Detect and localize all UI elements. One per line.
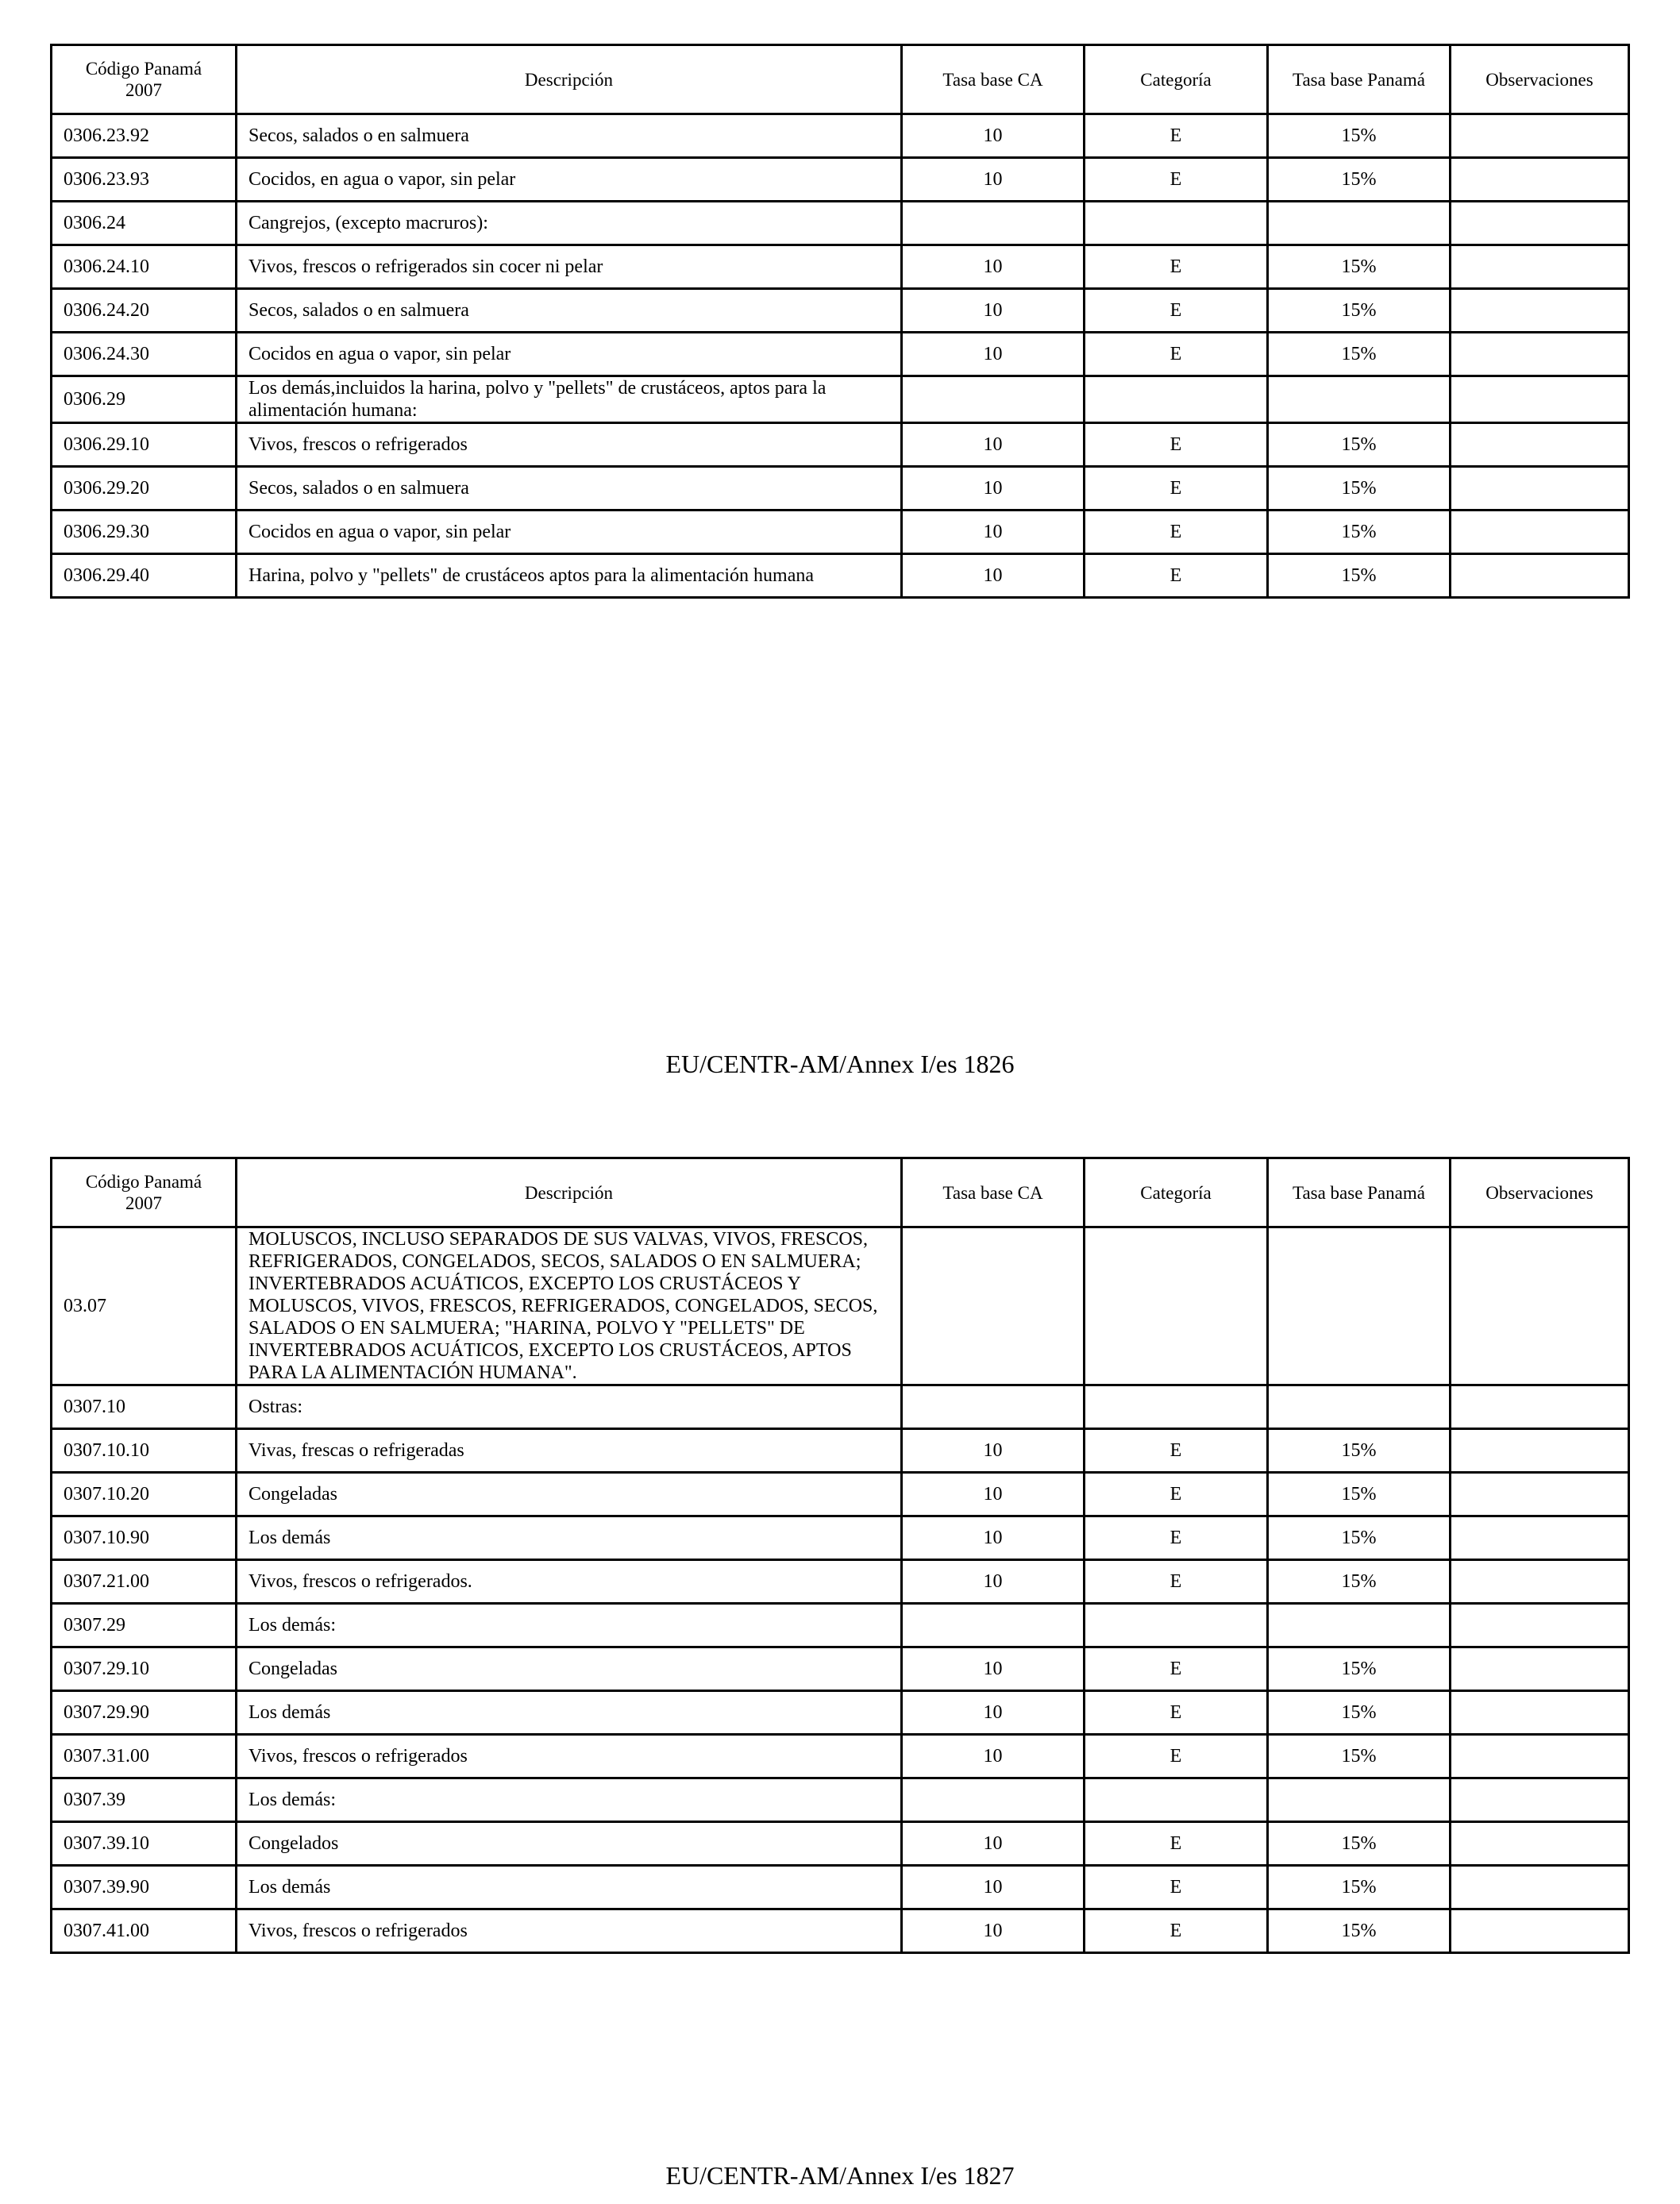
table-row (52, 376, 1629, 423)
cell-tasa-base-panama: 15% (1268, 1691, 1451, 1735)
cell-observaciones (1451, 1909, 1629, 1953)
cell-observaciones (1451, 1560, 1629, 1604)
header-observaciones: Observaciones (1451, 45, 1629, 114)
cell-codigo: 0307.10.90 (52, 1516, 237, 1560)
cell-descripcion: Congeladas (237, 1647, 902, 1691)
header-categoria: Categoría (1085, 45, 1268, 114)
cell-descripcion: Vivos, frescos o refrigerados sin cocer ni pelar (237, 245, 902, 289)
cell-tasa-base-panama: 15% (1268, 467, 1451, 511)
cell-tasa-base-panama: 15% (1268, 245, 1451, 289)
table-row (52, 114, 1629, 158)
table-row (52, 1385, 1629, 1429)
cell-descripcion: Los demás: (237, 1604, 902, 1647)
cell-observaciones (1451, 1385, 1629, 1429)
cell-codigo: 0306.29.10 (52, 423, 237, 467)
cell-categoria: E (1085, 1516, 1268, 1560)
cell-descripcion: Vivos, frescos o refrigerados (237, 1735, 902, 1778)
table-row (52, 1822, 1629, 1866)
header-codigo: Código Panamá 2007 (52, 1158, 237, 1227)
cell-tasa-base-panama (1268, 376, 1451, 423)
cell-categoria: E (1085, 245, 1268, 289)
cell-observaciones (1451, 554, 1629, 598)
cell-observaciones (1451, 158, 1629, 202)
cell-tasa-base-ca: 10 (902, 1516, 1085, 1560)
cell-categoria: E (1085, 423, 1268, 467)
cell-codigo: 0307.41.00 (52, 1909, 237, 1953)
header-observaciones: Observaciones (1451, 1158, 1629, 1227)
cell-descripcion: Cocidos en agua o vapor, sin pelar (237, 511, 902, 554)
cell-descripcion: Los demás (237, 1516, 902, 1560)
cell-tasa-base-ca: 10 (902, 1473, 1085, 1516)
cell-descripcion: Vivos, frescos o refrigerados (237, 423, 902, 467)
table-row (52, 1735, 1629, 1778)
header-categoria: Categoría (1085, 1158, 1268, 1227)
table-row (52, 467, 1629, 511)
cell-tasa-base-ca: 10 (902, 1560, 1085, 1604)
cell-tasa-base-panama (1268, 1604, 1451, 1647)
cell-tasa-base-panama: 15% (1268, 1560, 1451, 1604)
table-row (52, 423, 1629, 467)
cell-tasa-base-ca: 10 (902, 1735, 1085, 1778)
table-body (52, 1227, 1629, 1953)
table-row (52, 1909, 1629, 1953)
cell-codigo: 03.07 (52, 1227, 237, 1385)
table-row (52, 245, 1629, 289)
cell-tasa-base-ca: 10 (902, 1866, 1085, 1909)
cell-codigo: 0306.24.10 (52, 245, 237, 289)
tariff-table-page-1826 (50, 44, 1630, 599)
cell-tasa-base-panama: 15% (1268, 1822, 1451, 1866)
cell-observaciones (1451, 1516, 1629, 1560)
cell-categoria: E (1085, 289, 1268, 333)
cell-categoria (1085, 1778, 1268, 1822)
cell-observaciones (1451, 376, 1629, 423)
cell-tasa-base-panama: 15% (1268, 1516, 1451, 1560)
cell-codigo: 0307.29 (52, 1604, 237, 1647)
table-row (52, 1866, 1629, 1909)
table-row (52, 202, 1629, 245)
table-row (52, 1604, 1629, 1647)
cell-categoria: E (1085, 1909, 1268, 1953)
cell-categoria (1085, 1227, 1268, 1385)
cell-categoria (1085, 1604, 1268, 1647)
cell-tasa-base-panama: 15% (1268, 1909, 1451, 1953)
cell-tasa-base-panama: 15% (1268, 1647, 1451, 1691)
cell-tasa-base-panama: 15% (1268, 423, 1451, 467)
table-row (52, 1227, 1629, 1385)
cell-codigo: 0306.29 (52, 376, 237, 423)
cell-codigo: 0307.39.10 (52, 1822, 237, 1866)
table-header (52, 45, 1629, 114)
cell-codigo: 0306.24 (52, 202, 237, 245)
table-row (52, 1778, 1629, 1822)
cell-categoria: E (1085, 1560, 1268, 1604)
cell-tasa-base-panama: 15% (1268, 114, 1451, 158)
cell-tasa-base-ca: 10 (902, 245, 1085, 289)
cell-categoria: E (1085, 467, 1268, 511)
cell-tasa-base-ca: 10 (902, 1647, 1085, 1691)
cell-categoria: E (1085, 1429, 1268, 1473)
cell-descripcion: Secos, salados o en salmuera (237, 289, 902, 333)
table-row (52, 554, 1629, 598)
cell-tasa-base-panama: 15% (1268, 333, 1451, 376)
table-row (52, 158, 1629, 202)
cell-codigo: 0307.21.00 (52, 1560, 237, 1604)
cell-categoria (1085, 202, 1268, 245)
cell-descripcion: Secos, salados o en salmuera (237, 114, 902, 158)
cell-descripcion: Vivos, frescos o refrigerados. (237, 1560, 902, 1604)
cell-observaciones (1451, 423, 1629, 467)
table-row (52, 1691, 1629, 1735)
cell-categoria: E (1085, 114, 1268, 158)
table-row (52, 1473, 1629, 1516)
cell-tasa-base-ca: 10 (902, 511, 1085, 554)
cell-observaciones (1451, 1735, 1629, 1778)
cell-categoria: E (1085, 1822, 1268, 1866)
cell-descripcion: Los demás (237, 1866, 902, 1909)
cell-codigo: 0306.29.20 (52, 467, 237, 511)
cell-descripcion: Ostras: (237, 1385, 902, 1429)
cell-observaciones (1451, 114, 1629, 158)
cell-observaciones (1451, 1647, 1629, 1691)
cell-observaciones (1451, 333, 1629, 376)
cell-tasa-base-ca: 10 (902, 158, 1085, 202)
header-tasa-base-panama: Tasa base Panamá (1268, 45, 1451, 114)
cell-tasa-base-panama (1268, 1227, 1451, 1385)
page-footer: EU/CENTR-AM/Annex I/es 1826 (665, 1050, 1015, 1078)
cell-tasa-base-panama: 15% (1268, 511, 1451, 554)
cell-descripcion: Vivas, frescas o refrigeradas (237, 1429, 902, 1473)
table-row (52, 289, 1629, 333)
cell-categoria: E (1085, 1691, 1268, 1735)
cell-tasa-base-ca: 10 (902, 1429, 1085, 1473)
cell-categoria (1085, 376, 1268, 423)
cell-codigo: 0306.24.20 (52, 289, 237, 333)
cell-tasa-base-ca: 10 (902, 554, 1085, 598)
table-header-row (52, 1158, 1629, 1227)
cell-codigo: 0306.24.30 (52, 333, 237, 376)
cell-observaciones (1451, 1227, 1629, 1385)
cell-tasa-base-ca: 10 (902, 289, 1085, 333)
cell-codigo: 0307.39 (52, 1778, 237, 1822)
cell-observaciones (1451, 511, 1629, 554)
cell-observaciones (1451, 1778, 1629, 1822)
cell-descripcion: Secos, salados o en salmuera (237, 467, 902, 511)
cell-tasa-base-ca (902, 1604, 1085, 1647)
cell-categoria: E (1085, 1473, 1268, 1516)
cell-codigo: 0307.10 (52, 1385, 237, 1429)
cell-tasa-base-ca (902, 1778, 1085, 1822)
cell-tasa-base-panama: 15% (1268, 1866, 1451, 1909)
cell-codigo: 0306.23.93 (52, 158, 237, 202)
table-row (52, 1560, 1629, 1604)
cell-descripcion: Los demás,incluidos la harina, polvo y "pellets" de crustáceos, aptos para la alimentación humana: (237, 376, 902, 423)
cell-observaciones (1451, 467, 1629, 511)
cell-tasa-base-ca (902, 376, 1085, 423)
cell-descripcion: Cangrejos, (excepto macruros): (237, 202, 902, 245)
table-row (52, 333, 1629, 376)
cell-descripcion: Cocidos, en agua o vapor, sin pelar (237, 158, 902, 202)
cell-tasa-base-ca (902, 1227, 1085, 1385)
table-row (52, 1429, 1629, 1473)
cell-tasa-base-ca (902, 202, 1085, 245)
header-tasa-base-ca: Tasa base CA (902, 1158, 1085, 1227)
header-tasa-base-ca: Tasa base CA (902, 45, 1085, 114)
header-descripcion: Descripción (237, 1158, 902, 1227)
cell-observaciones (1451, 1691, 1629, 1735)
cell-tasa-base-panama: 15% (1268, 158, 1451, 202)
cell-tasa-base-panama: 15% (1268, 554, 1451, 598)
cell-codigo: 0306.29.40 (52, 554, 237, 598)
cell-tasa-base-ca: 10 (902, 1822, 1085, 1866)
cell-codigo: 0307.10.20 (52, 1473, 237, 1516)
cell-codigo: 0306.29.30 (52, 511, 237, 554)
cell-descripcion: Congeladas (237, 1473, 902, 1516)
cell-categoria: E (1085, 333, 1268, 376)
cell-codigo: 0307.29.90 (52, 1691, 237, 1735)
cell-observaciones (1451, 245, 1629, 289)
cell-codigo: 0306.23.92 (52, 114, 237, 158)
cell-categoria: E (1085, 158, 1268, 202)
cell-observaciones (1451, 1429, 1629, 1473)
cell-observaciones (1451, 1604, 1629, 1647)
cell-descripcion: MOLUSCOS, INCLUSO SEPARADOS DE SUS VALVAS, VIVOS, FRESCOS, REFRIGERADOS, CONGELADOS, SECOS, SALADOS O EN SALMUERA; INVERTEBRADOS ACUÁTICOS, EXCEPTO LOS CRUSTÁCEOS Y MOLUSCOS, VIVOS, FRESCOS, REFRIGERADOS, CONGELADOS, SECOS, SALADOS O EN SALMUERA; "HARINA, POLVO Y "PELLETS" DE INVERTEBRADOS ACUÁTICOS, EXCEPTO LOS CRUSTÁCEOS, APTOS PARA LA ALIMENTACIÓN HUMANA". (237, 1227, 902, 1385)
cell-categoria: E (1085, 1735, 1268, 1778)
cell-tasa-base-ca (902, 1385, 1085, 1429)
header-codigo: Código Panamá 2007 (52, 45, 237, 114)
cell-tasa-base-ca: 10 (902, 333, 1085, 376)
cell-tasa-base-panama: 15% (1268, 1473, 1451, 1516)
cell-tasa-base-panama: 15% (1268, 1735, 1451, 1778)
cell-codigo: 0307.29.10 (52, 1647, 237, 1691)
cell-categoria (1085, 1385, 1268, 1429)
cell-tasa-base-panama (1268, 202, 1451, 245)
cell-categoria: E (1085, 1647, 1268, 1691)
table-row (52, 511, 1629, 554)
cell-descripcion: Congelados (237, 1822, 902, 1866)
cell-descripcion: Cocidos en agua o vapor, sin pelar (237, 333, 902, 376)
cell-categoria: E (1085, 511, 1268, 554)
cell-tasa-base-panama (1268, 1385, 1451, 1429)
header-descripcion: Descripción (237, 45, 902, 114)
cell-descripcion: Harina, polvo y "pellets" de crustáceos aptos para la alimentación humana (237, 554, 902, 598)
cell-descripcion: Los demás (237, 1691, 902, 1735)
cell-tasa-base-ca: 10 (902, 1909, 1085, 1953)
table-header-row (52, 45, 1629, 114)
cell-tasa-base-panama: 15% (1268, 1429, 1451, 1473)
table-row (52, 1516, 1629, 1560)
cell-categoria: E (1085, 554, 1268, 598)
cell-observaciones (1451, 202, 1629, 245)
cell-categoria: E (1085, 1866, 1268, 1909)
cell-tasa-base-ca: 10 (902, 423, 1085, 467)
cell-observaciones (1451, 1822, 1629, 1866)
table-body (52, 114, 1629, 598)
page-footer: EU/CENTR-AM/Annex I/es 1827 (665, 2161, 1015, 2190)
cell-tasa-base-ca: 10 (902, 467, 1085, 511)
header-tasa-base-panama: Tasa base Panamá (1268, 1158, 1451, 1227)
cell-observaciones (1451, 289, 1629, 333)
cell-codigo: 0307.10.10 (52, 1429, 237, 1473)
table-header (52, 1158, 1629, 1227)
cell-descripcion: Vivos, frescos o refrigerados (237, 1909, 902, 1953)
cell-observaciones (1451, 1473, 1629, 1516)
cell-codigo: 0307.39.90 (52, 1866, 237, 1909)
cell-tasa-base-ca: 10 (902, 114, 1085, 158)
cell-tasa-base-panama: 15% (1268, 289, 1451, 333)
cell-tasa-base-panama (1268, 1778, 1451, 1822)
cell-observaciones (1451, 1866, 1629, 1909)
tariff-table-page-1827 (50, 1157, 1630, 1954)
table-row (52, 1647, 1629, 1691)
cell-tasa-base-ca: 10 (902, 1691, 1085, 1735)
cell-codigo: 0307.31.00 (52, 1735, 237, 1778)
cell-descripcion: Los demás: (237, 1778, 902, 1822)
